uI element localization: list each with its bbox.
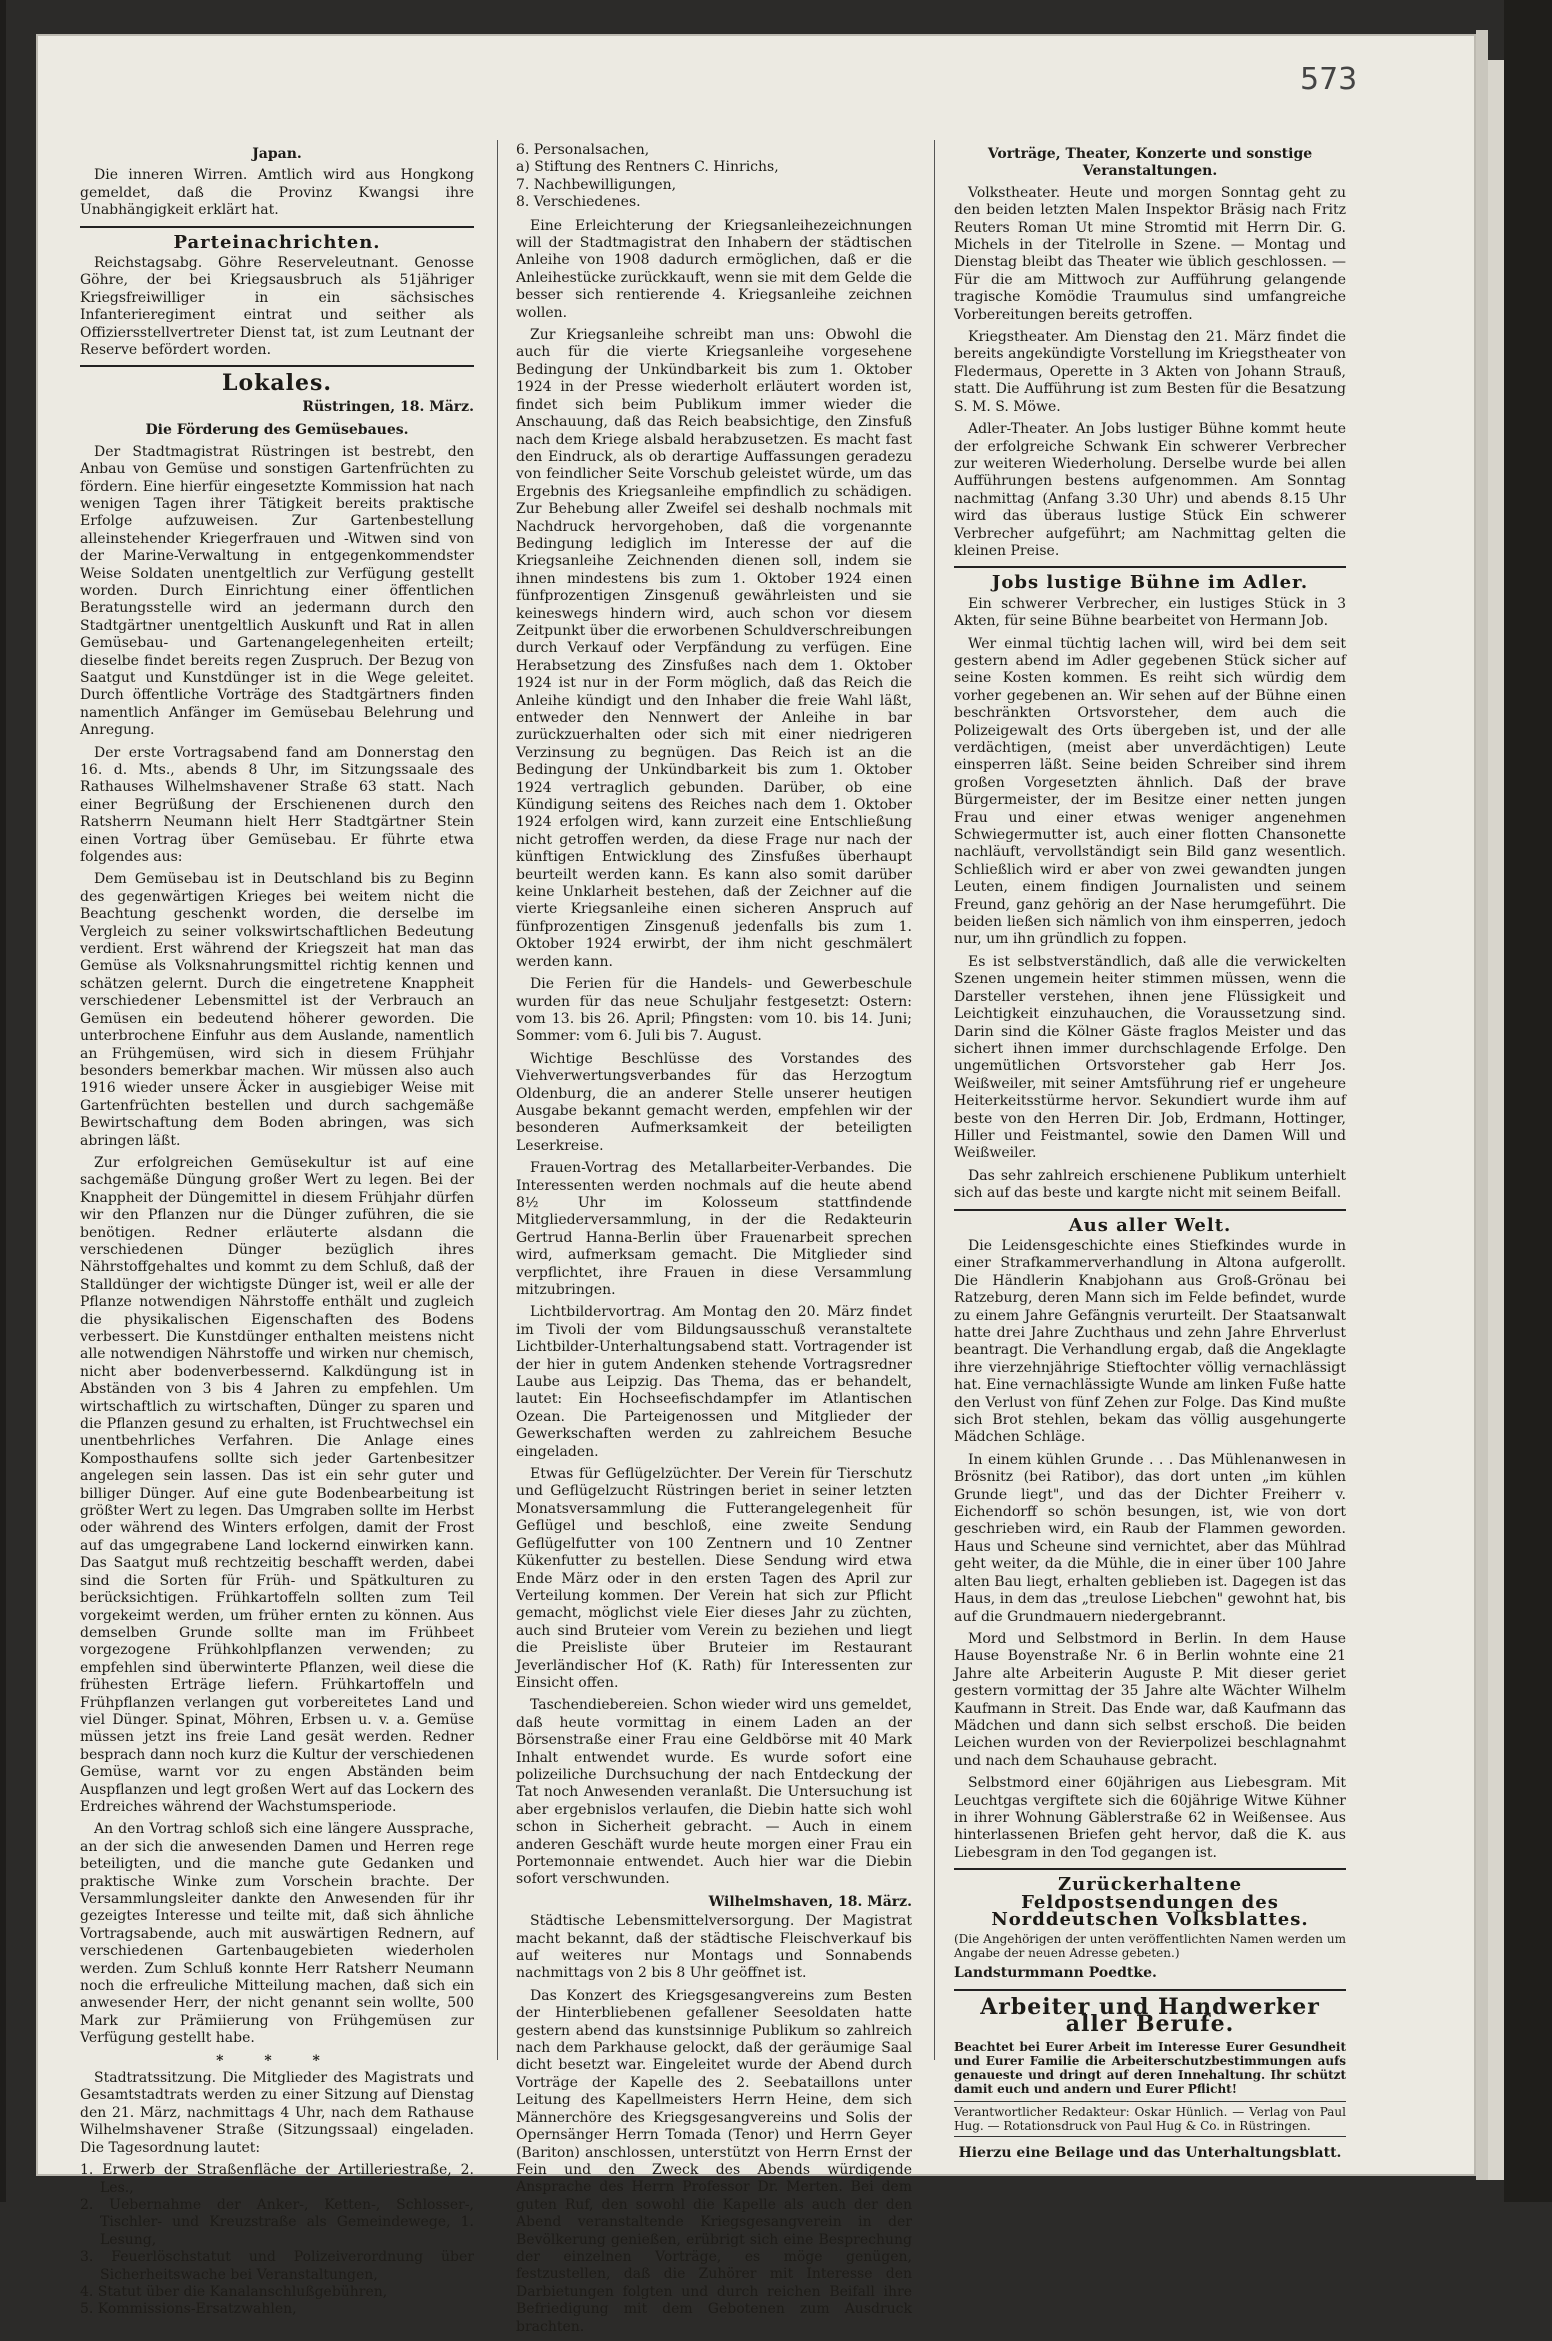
article-paragraph: Wer einmal tüchtig lachen will, wird bei dem seit gestern abend im Adler gegebenen Stück sicher auf seine Kosten kommen. Es reiht sich würdig dem vorher gegebenen an. Wir sehen auf der Bühne einen beschränkten Ortsvorsteher, dem auch die Polizeigewalt des Orts übergeben ist, und der alle verdächtigen, (meist aber unverdächtigen) Leute einsperren läßt. Seine beiden Schreiber sind ihrem großen Vorgesetzten ähnlich. Daß der brave Bürgermeister, der im Besitze einer netten jungen Frau und einer etwas weniger angenehmen Schwiegermutter ist, auch einer flotten Chansonette nachläuft, vervollständigt sein Bild ganz wesentlich. Schließlich wird er aber von zwei gewandten jungen Leuten, einem findigen Journalisten und seinem Freund, ganz gehörig an der Nase herumgeführt. Die beiden ließen sich nämlich von ihm einsperren, jedoch nur, um ihn gründlich zu foppen. [954,635,1346,948]
column-rule-1 [497,140,498,2060]
welt-heading: Aus aller Welt. [1068,1214,1232,1236]
agenda-item: 2. Uebernahme der Anker-, Ketten-, Schlosser-, Tischler- und Kreuzstraße als Gemeindewege, 1. Lesung, [80,2196,474,2248]
agenda-item: 4. Statut über die Kanalanschlußgebühren, [80,2283,388,2300]
article-paragraph: Eine Erleichterung der Kriegsanleihezeichnungen will der Stadtmagistrat den Inhabern der städtischen Anleihe von 1908 dadurch ermöglichen, daß er die Anleihestücke zurückkauft, wenn sie mit dem Gelde die besser sich rentierende 4. Kriegsanleihe zeichnen wollen. [516,217,912,321]
article-paragraph: Das sehr zahlreich erschienene Publikum unterhielt sich auf das beste und kargte nicht mit seinem Beifall. [954,1167,1346,1202]
article-paragraph: Zur erfolgreichen Gemüsekultur ist auf eine sachgemäße Düngung großer Wert zu legen. Bei der Knappheit der Düngemittel in diesem Frühjahr dürfen wir den Pflanzen nur die Dünger zuführen, die sie benötigen. Redner erläuterte alsdann die verschiedenen Dünger bezüglich ihres Nährstoffgehaltes und kommt zu dem Schluß, daß der Stalldünger der wichtigste Dünger ist, weil er alle der Pflanze notwendigen Nährstoffe enthält und zugleich die physikalischen Eigenschaften des Bodens verbessert. Die Kunstdünger enthalten meistens nicht alle notwendigen Nährstoffe und wirken nur chemisch, nicht aber bodenverbessernd. Kalkdüngung ist in Abständen von 3 bis 4 Jahren zu empfehlen. Um wirtschaftlich zu wirtschaften, Dünger zu sparen und die Pflanzen gesund zu erhalten, ist Fruchtwechsel ein unentbehrliches Verfahren. Die Anlage eines Komposthaufens sollte sich jeder Gartenbesitzer angelegen sein lassen. Das ist ein sehr guter und billiger Dünger. Auf eine gute Bodenbearbeitung ist größter Wert zu legen. Das Umgraben sollte im Herbst oder während des Winters erfolgen, damit der Frost auf das umgegrabene Land lockernd einwirken kann. Das Saatgut muß rechtzeitig beschafft werden, dabei sind die Sorten für Früh- und Spätkulturen zu berücksichtigen. Frühkartoffeln sollten zum Teil vorgekeimt werden, um früher ernten zu können. Aus demselben Grunde sollte man im Frühbeet vorgezogene Frühkohlpflanzen verwenden; zu empfehlen sind überwinterte Pflanzen, weil diese die frühesten Erträge liefern. Frühkartoffeln und Frühpflanzen verlangen gut vorbereitetes Land und viel Dünger. Spinat, Möhren, Erbsen u. v. a. Gemüse müssen jetzt ins freie Land gesät werden. Redner besprach dann noch kurz die Kultur der verschiedenen Gemüse, warnt vor zu engen Abständen beim Auspflanzen und legt großen Wert auf das Lockern des Erdreiches während der Wachstumsperiode. [80,1154,474,1815]
agenda-item: 5. Kommissions-Ersatzwahlen, [80,2301,297,2318]
article-paragraph: Die Ferien für die Handels- und Gewerbeschule wurden für das neue Schuljahr festgesetzt: Ostern: vom 13. bis 26. April; Pfingsten: vom 10. bis 14. Juni; Sommer: vom 6. Juli bis 7. August. [516,976,912,1045]
article-paragraph: Mord und Selbstmord in Berlin. In dem Hause Hause Boyenstraße Nr. 6 in Berlin wohnte eine 21 Jahre alte Arbeiterin Auguste P. Mit dieser geriet gestern vormittag der 35 Jahre alte Wächter Wilhelm Kaufmann in Streit. Das Ende war, daß Kaufmann das Mädchen und dann sich selbst erschoß. Die beiden Leichen wurden von der Revierpolizei beschlagnahmt und nach dem Schauhause gebracht. [954,1630,1346,1769]
article-paragraph: Städtische Lebensmittelversorgung. Der Magistrat macht bekannt, daß der städtische Fleischverkauf bis auf weiteres nur Montags und Sonnabends nachmittags von 2 bis 8 Uhr geöffnet ist. [516,1913,912,1982]
page-number: 573 [1300,62,1358,97]
article-paragraph: Zur Kriegsanleihe schreibt man uns: Obwohl die auch für die vierte Kriegsanleihe vorgesehene Bedingung der Unkündbarkeit bis zum 1. Oktober 1924 in der Presse wiederholt erläutert worden ist, findet sich beim Publikum immer wieder die Anschauung, daß das Reich beabsichtige, den Zinsfuß nach dem Kriege alsbald herabzusetzen. Es macht fast den Eindruck, als ob derartige Auffassungen geradezu von feindlicher Seite Vorschub geleistet würde, um das Ergebnis des Kriegsanleihe empfindlich zu schädigen. Zur Behebung aller Zweifel sei deshalb nochmals mit Nachdruck hervorgehoben, daß die vorgenannte Bedingung lediglich im Interesse der auf die Kriegsanleihe Zeichnenden dienen soll, indem sie ihnen mindestens bis zum 1. Oktober 1924 einen fünfprozentigen Zinsgenuß gewährleisten und sie keineswegs hindern wird, auch schon vor diesem Zeitpunkt über die erworbenen Schuldverschreibungen durch Verkauf oder Verpfändung zu verfügen. Eine Herabsetzung des Zinsfußes nach dem 1. Oktober 1924 ist nur in der Form möglich, daß das Reich die Anleihe kündigt und den Inhaber die freie Wahl läßt, entweder den Nennwert der Anleihe in bar zurückzuerhalten oder sich mit einer niedrigeren Verzinsung zu begnügen. Das Reich ist an die Bedingung der Unkündbarkeit bis zum 1. Oktober 1924 vertraglich gebunden. Darüber, ob eine Kündigung seitens des Reiches nach dem 1. Oktober 1924 erfolgen wird, kann zurzeit eine Entschließung nicht getroffen werden, da diese Frage nur nach der künftigen Entwicklung des Zinsfußes überhaupt beurteilt werden kann. Es kann also somit darüber keine Unklarheit bestehen, daß der Zeichner auf die vierte Kriegsanleihe einen sicheren Anspruch auf fünfprozentigen Zinsgenuß jedenfalls bis zum 1. Oktober 1924 erwirbt, der ihm nicht geschmälert werden kann. [516,327,912,970]
scan-left-edge [0,0,6,2202]
column-rule-2 [934,140,935,2060]
section-stars: * * * [216,2052,338,2069]
dateline: Rüstringen, 18. März. [302,398,474,415]
imprint: Verantwortlicher Redakteur: Oskar Hünlich. — Verlag von Paul Hug. — Rotationsdruck von Paul Hug & Co. in Rüstringen. [954,2101,1346,2137]
japan-article: Die inneren Wirren. Amtlich wird aus Hongkong gemeldet, daß die Provinz Kwangsi ihre Unabhängigkeit erklärt hat. [80,167,474,219]
column-1 [80,140,474,2325]
agenda-item: 8. Verschiedenes. [516,194,641,211]
article-paragraph: Der erste Vortragsabend fand am Donnerstag den 16. d. Mts., abends 8 Uhr, im Sitzungssaale des Rathauses Wilhelmshavener Straße 63 statt. Nach einer Begrüßung der Erschienenen durch den Ratsherrn Neumann hielt Herr Stadtgärtner Stein einen Vortrag über Gemüsebau. Er führte etwa folgendes aus: [80,744,474,866]
article-paragraph: Taschendiebereien. Schon wieder wird uns gemeldet, daß heute vormittag in einem Laden an der Börsenstraße einer Frau eine Geldbörse mit 40 Mark Inhalt entwendet wurde. Es wurde sofort eine polizeiliche Durchsuchung der nach Entdeckung der Tat noch Anwesenden veranlaßt. Die Untersuchung ist aber ergebnislos verlaufen, die Diebin hatte sich wohl schon in Sicherheit gebracht. — Auch in einem anderen Geschäft wurde heute morgen einer Frau ein Portemonnaie entwendet. Auch hier war die Diebin sofort verschwunden. [516,1697,912,1888]
article-paragraph: Ein schwerer Verbrecher, ein lustiges Stück in 3 Akten, für seine Bühne bearbeitet von Hermann Job. [954,595,1346,630]
article-paragraph: Wichtige Beschlüsse des Vorstandes des Viehverwertungsverbandes für das Herzogtum Oldenburg, die an anderer Stelle unserer heutigen Ausgabe bekannt gemacht werden, empfehlen wir der besonderen Aufmerksamkeit der beteiligten Leserkreise. [516,1050,912,1154]
column-2 [516,140,912,2341]
lokales-heading: Lokales. [221,370,333,397]
article-paragraph: Frauen-Vortrag des Metallarbeiter-Verbandes. Die Interessenten werden nochmals auf die heute abend 8½ Uhr im Kolosseum stattfindende Mitgliederversammlung, in der die Redakteurin Gertrud Hanna-Berlin über Frauenarbeit sprechen wird, aufmerksam gemacht. Die Mitglieder sind verpflichtet, ihre Frauen in diese Versammlung mitzubringen. [516,1160,912,1298]
article-paragraph: Dem Gemüsebau ist in Deutschland bis zu Beginn des gegenwärtigen Krieges bei weitem nicht die Beachtung geschenkt worden, die derselbe im Vergleich zu seiner volkswirtschaftlichen Bedeutung verdient. Erst während der Kriegszeit hat man das Gemüse als Volksnahrungsmittel richtig kennen und schätzen gelernt. Durch die eingetretene Knappheit verschiedener Lebensmittel ist der Verbrauch an Gemüsen ein bedeutend höherer geworden. Die unterbrochene Einfuhr aus dem Auslande, namentlich an Frühgemüsen, wird sich in diesem Frühjahr besonders bemerkbar machen. Wir müssen also auch 1916 wieder unsere Äcker in ausgiebiger Weise mit Gartenfrüchten bestellen und durch sachgemäße Bewirtschaftung dem Boden abringen, was sich abringen läßt. [80,871,474,1149]
article-paragraph: Volkstheater. Heute und morgen Sonntag geht zu den beiden letzten Malen Inspektor Bräsig nach Fritz Reuters Roman Ut mine Stromtid mit Herrn Dir. G. Michels in der Titelrolle in Szene. — Montag und Dienstag bleibt das Theater wie üblich geschlossen. — Für die am Mittwoch zur Aufführung gelangende tragische Komödie Traumulus sind umfangreiche Vorbereitungen bereits getroffen. [954,184,1346,323]
vortraege-heading: Vorträge, Theater, Konzerte und sonstige Veranstaltungen. [987,146,1313,180]
column-3 [954,140,1346,2162]
feldpost-heading: Zurückerhaltene Feldpostsendungen des Norddeutschen Volksblattes. [991,1874,1309,1930]
article-paragraph: Kriegstheater. Am Dienstag den 21. März findet die bereits angekündigte Vorstellung im Kriegstheater von Fledermaus, Operette in 3 Akten von Johann Strauß, statt. Die Aufführung ist zum Besten für die Besatzung S. M. S. Möwe. [954,329,1346,415]
agenda-list-continued [516,142,912,212]
article-paragraph: In einem kühlen Grunde . . . Das Mühlenanwesen in Brösnitz (bei Ratibor), das dort unten „im kühlen Grunde liegt", und das der Dichter Freiherr v. Eichendorff so schön besungen, ist, wie von dort geschrieben wird, ein Raub der Flammen geworden. Haus und Scheune sind vernichtet, aber das Mühlrad geht weiter, da die Mühle, die in einer über 100 Jahre alten Bau liegt, erhalten geblieben ist. Dagegen ist das Haus, in dem das „treulose Liebchen" gewohnt hat, bis auf die Grundmauern niedergebrannt. [954,1451,1346,1625]
feldpost-name: Landsturmmann Poedtke. [954,1965,1157,1982]
jobs-heading: Jobs lustige Bühne im Adler. [991,572,1309,594]
article-paragraph: An den Vortrag schloß sich eine längere Aussprache, an der sich die anwesenden Damen und Herren rege beteiligten, und die manche gute Gedanken und praktische Winke zum Vorschein brachte. Der Versammlungsleiter dankte den Anwesenden für ihr gezeigtes Interesse und teilte mit, daß sich ähnliche Vortragsabende, auch mit auswärtigen Rednern, auf verschiedenen Gartenbaugebieten wiederholen werden. Zum Schluß konnte Herr Ratsherr Neumann noch die erfreuliche Mitteilung machen, daß sich ein anwesender Herr, der nicht genannt sein wollte, 500 Mark zur Prämiierung von Frühgemüsen zur Verfügung gestellt habe. [80,1821,474,2047]
japan-heading: Japan. [252,146,302,162]
divider [954,1209,1346,1211]
arbeiter-heading: Arbeiter und Handwerker aller Berufe. [980,1993,1320,2038]
page-stack-edge-outer [1488,60,1504,2180]
article-paragraph: Adler-Theater. An Jobs lustiger Bühne kommt heute der erfolgreiche Schwank Ein schwerer Verbrecher zur weiteren Wiederholung. Derselbe wurde bei allen Aufführungen bestens aufgenommen. Am Sonntag nachmittag (Anfang 3.30 Uhr) und abends 8.15 Uhr wird das überaus lustige Stück Ein schwerer Verbrecher aufgeführt; am Nachmittag gelten die kleinen Preise. [954,421,1346,559]
article-paragraph: Selbstmord einer 60jährigen aus Liebesgram. Mit Leuchtgas vergiftete sich die 60jährige Witwe Kühner in ihrer Wohnung Gäblerstraße 62 in Weißensee. Aus hinterlassenen Briefen geht hervor, daß die K. aus Liebesgram in den Tod gegangen ist. [954,1775,1346,1861]
article-paragraph: Etwas für Geflügelzüchter. Der Verein für Tierschutz und Geflügelzucht Rüstringen beriet in seiner letzten Monatsversammlung die Futterangelegenheit für Geflügel und beschloß, eine zweite Sendung Geflügelfutter von 100 Zentnern und 10 Zentner Kükenfutter zu bestellen. Diese Sendung wird etwa Ende März oder in den ersten Tagen des April zur Verteilung kommen. Der Verein hat sich zur Pflicht gemacht, möglichst viele Eier dieses Jahr zu züchten, auch sind Bruteier vom Verein zu beziehen und liegt die Preisliste über Bruteier im Restaurant Jeverländischer Hof (K. Rath) für Interessenten zur Einsicht offen. [516,1466,912,1691]
agenda-item: 1. Erwerb der Straßenfläche der Artilleriestraße, 2. Les., [80,2162,474,2196]
page-stack-edge [1476,30,1488,2180]
divider [80,226,474,228]
supplement-note: Hierzu eine Beilage und das Unterhaltungsblatt. [958,2144,1342,2161]
article-paragraph: Der Stadtmagistrat Rüstringen ist bestrebt, den Anbau von Gemüse und sonstigen Gartenfrüchten zu fördern. Eine hierfür eingesetzte Kommission hat nach wenigen Tagen ihrer Tätigkeit bereits praktische Erfolge aufzuweisen. Zur Gartenbestellung alleinstehender Kriegerfrauen und -Witwen sind von der Marine-Verwaltung in entgegenkommendster Weise Soldaten unentgeltlich zur Verfügung gestellt worden. Durch Einrichtung einer öffentlichen Beratungsstelle wird an jedermann durch den Stadtgärtner unentgeltlich Auskunft und Rat in allen Gemüsebau- und Gartenangelegenheiten erteilt; dieselbe findet bereits regen Zuspruch. Der Bezug von Saatgut und Kunstdünger ist in die Wege geleitet. Durch öffentliche Vorträge des Stadtgärtners finden namentlich Anfänger im Gemüsebau Belehrung und Anregung. [80,443,474,739]
agenda-item: 6. Personalsachen, [516,142,650,158]
dateline: Wilhelmshaven, 18. März. [708,1893,912,1910]
agenda-item: 7. Nachbewilligungen, [516,176,677,193]
agenda-item: 3. Feuerlöschstatut und Polizeiverordnung über Sicherheitswache bei Veranstaltungen, [80,2249,474,2283]
partei-heading: Parteinachrichten. [173,231,381,253]
divider [954,566,1346,568]
feldpost-note: (Die Angehörigen der unten veröffentlichten Namen werden um Angabe der neuen Adresse gebeten.) [954,1932,1346,1961]
article-paragraph: Die Leidensgeschichte eines Stiefkindes wurde in einer Strafkammerverhandlung in Altona aufgerollt. Die Händlerin Knabjohann aus Groß-Grönau bei Ratzeburg, deren Mann sich im Felde befindet, wurde zu einem Jahre Gefängnis verurteilt. Der Staatsanwalt hatte drei Jahre Zuchthaus und zehn Jahre Ehrverlust beantragt. Die Verhandlung ergab, daß die Angeklagte ihre vierzehnjährige Stieftochter völlig vernachlässigt hat. Eine vernachlässigte Wunde am linken Fuße hatte den Verlust von fünf Zehen zur Folge. Das Kind mußte sich Brot stehlen, bekam das völlig ausgehungerte Mädchen Schläge. [954,1237,1346,1446]
arbeiter-text: Beachtet bei Eurer Arbeit im Interesse Eurer Gesundheit und Eurer Familie die Arbeiterschutzbestimmungen aufs genaueste und dringt auf deren Innehaltung. Ihr schützt damit euch und andern und Eurer Pflicht! [954,2039,1346,2096]
article-paragraph: Lichtbildervortrag. Am Montag den 20. März findet im Tivoli der vom Bildungsausschuß veranstaltete Lichtbilder-Unterhaltungsabend statt. Vortragender ist der hier in gutem Andenken stehende Vortragsredner Laube aus Leipzig. Das Thema, das er behandelt, lautet: Ein Hochseefischdampfer im Atlantischen Ozean. Die Parteigenossen und Mitglieder der Gewerkschaften werden zu zahlreichem Besuche eingeladen. [516,1304,912,1460]
divider [954,1868,1346,1870]
foerderung-heading: Die Förderung des Gemüsebaues. [145,422,409,439]
agenda-item: a) Stiftung des Rentners C. Hinrichs, [516,159,779,176]
partei-article: Reichstagsabg. Göhre Reserveleutnant. Genosse Göhre, der bei Kriegsausbruch als 51jähriger Kriegsfreiwilliger in ein sächsisches Infanterieregiment eintrat und seither als Offiziersstellvertreter Dienst tat, ist zum Leutnant der Reserve befördert worden. [80,255,474,359]
divider [80,365,474,367]
scan-right-border [1504,0,1552,2202]
agenda-list [80,2162,474,2319]
divider [954,1989,1346,1991]
article-paragraph: Das Konzert des Kriegsgesangvereins zum Besten der Hinterbliebenen gefallener Seesoldaten hatte gestern abend das kunstsinnige Publikum so zahlreich nach dem Parkhause gelockt, daß der geräumige Saal dicht besetzt war. Eingeleitet wurde der Abend durch Vorträge der Kapelle des 2. Seebataillons unter Leitung des Kapellmeisters Herrn Heine, dem sich Männerchöre des Kriegsgesangvereins und Solis der Opernsänger Herrn Tomada (Tenor) und Herrn Geyer (Bariton) anschlossen, unterstützt von Herrn Ernst der Fein und den Zweck des Abends würdigende Ansprache des Herrn Professor Dr. Merten. Bei dem guten Ruf, den sowohl die Kapelle als auch der den Abend veranstaltende Kriegsgesangverein in der Bevölkerung genießen, erübrigt sich eine Besprechung der einzelnen Vorträge, es möge genügen, festzustellen, daß die Zuhörer mit Interesse den Darbietungen folgten und durch reichen Beifall ihre Befriedigung mit dem Gebotenen zum Ausdruck brachten. [516,1987,912,2335]
stadtrat-article: Stadtratssitzung. Die Mitglieder des Magistrats und Gesamtstadtrats werden zu einer Sitzung auf Dienstag den 21. März, nachmittags 4 Uhr, nach dem Rathause Wilhelmshavener Straße (Sitzungssaal) eingeladen. Die Tagesordnung lautet: [80,2070,474,2156]
article-paragraph: Es ist selbstverständlich, daß alle die verwickelten Szenen ungemein heiter stimmen müssen, wenn die Darsteller verstehen, ihnen jene Flüssigkeit und Leichtigkeit einzuhauchen, die Voraussetzung sind. Darin sind die Kölner Gäste fraglos Meister und das sichert ihnen immer durchschlagende Erfolge. Den ungemütlichen Ortsvorsteher gab Herr Jos. Weißweiler, mit seiner Amtsführung rief er ungeheure Heiterkeitsstürme hervor. Sekundiert wurde ihm auf beste von den Herren Dir. Job, Erdmann, Hottinger, Hiller und Feistmantel, sowie den Damen Will und Weißweiler. [954,953,1346,1162]
